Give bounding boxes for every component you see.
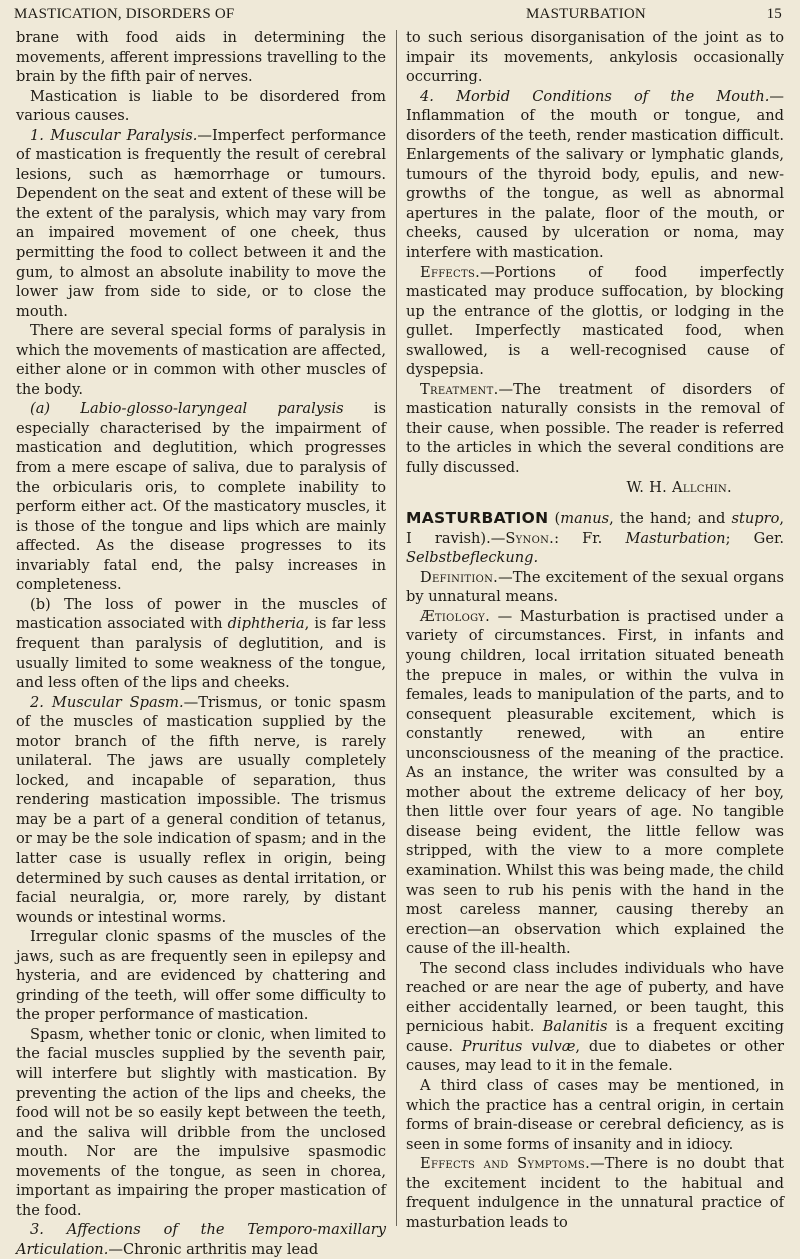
paragraph-text: —Chronic arthritis may lead [108,1240,319,1258]
page-number: 15 [766,6,782,22]
section-label: Definition. [420,568,499,586]
paragraph-text: , I ravish).— [406,510,784,547]
paragraph-text: —Trismus, or tonic spasm of the muscles of mastication supplied by the motor branch of the fifth nerve, is rarely unilateral. The jaws are usually completely locked, and incapable of separation, thus rendering mastication impossible. The trismus may be a part of a general condition of tetanus, or may be the sole indication of spasm; and in the latter case is usually reflex in origin, being determined by such causes as dental irritation, or facial neuralgia, or, more rarely, by distant wounds or intestinal worms. [16,693,386,926]
section-label: Ætiology. [420,607,491,625]
paragraph-third-class [406,1076,784,1154]
running-head-right: MASTURBATION [526,6,646,22]
paragraph-text: —Portions of food imperfectly masticated may produce suffocation, by blocking up the entrance of the glottis, or lodging in the gullet. Imperfectly masticated food, when swallowed, is a well-recognised cause of dyspepsia. [406,263,784,379]
paragraph-text: Irregular clonic spasms of the muscles of the jaws, such as are frequently seen in epilepsy and hysteria, and are evidenced by chattering and grinding of the teeth, will offer some difficulty to the proper performance of mastication. [16,928,386,1024]
emphasis: Masturbation [625,529,726,547]
paragraph-text: brane with food aids in determining the movements, afferent impressions travelling to the brain by the fifth pair of nerves. [16,29,386,86]
paragraph-text: — Masturbation is practised under a variety of circumstances. First, in infants and young children, local irritation situated beneath the prepuce in males, or within the vulva in females, leads to manipulation of the parts, and to consequent pleasurable excitement, which is constantly renewed, with an entire unconsciousness of the meaning of the practice. As an instance, the writer was consulted by a mother about the extreme delicacy of her boy, then little over four years of age. No tangible disease being evident, the little fellow was stripped, with the view to a more complete examination. Whilst this was being made, the child was seen to rub his penis with the hand in the most careless manner, causing thereby an erection—an observation which explained the cause of the ill-health. [406,607,784,958]
paragraph-text: ; Ger. [725,529,784,547]
running-header [14,6,786,28]
column-divider [396,30,397,1226]
paragraph-temporo-maxillary [16,1220,386,1259]
paragraph-text: —The treatment of disorders of mastication naturally consists in the removal of their cause, when possible. The reader is referred to the articles in which the several conditions are fully discussed. [406,380,784,477]
paragraph-text: , the hand; and [609,510,732,528]
paragraph-muscular-paralysis [16,126,386,321]
paragraph-text: , due to diabetes or other causes, may lead to it in the female. [406,1037,784,1075]
signature-text: W. H. Allchin. [626,478,732,496]
emphasis: Selbstbefleckung. [406,549,539,567]
paragraph-text: A third class of cases may be mentioned, in which the practice has a central origin, in certain forms of brain-disease or cerebral deficiency, as is seen in some forms of insanity and in idiocy. [406,1076,784,1153]
paragraph [16,321,386,399]
right-column [406,28,784,1232]
section-label: Effects and Symptoms. [420,1155,591,1173]
paragraph [16,28,386,87]
section-label: Treatment. [420,380,499,398]
paragraph-text: There are several special forms of paralysis in which the movements of mastication are affected, either alone or in common with other muscles of the body. [16,322,386,398]
paragraph-text: The second class includes individuals who have reached or are near the age of puberty, and have either accidentally learned, or been taught, this pernicious habit. [406,959,784,1036]
subheading: 4. Morbid Conditions of the Mouth. [420,87,770,105]
subheading: 2. Muscular Spasm. [30,693,184,711]
emphasis: diphtheria [227,615,305,633]
subheading: 3. Affections of the Temporo-maxillary Articulation. [16,1221,386,1258]
emphasis: Balanitis [542,1018,608,1036]
paragraph-text: : Fr. [554,529,626,547]
emphasis: Pruritus vulvæ [461,1037,576,1055]
paragraph-labio-glosso [16,399,386,594]
paragraph-text: Spasm, whether tonic or clonic, when limited to the facial muscles supplied by the seventh pair, will interfere but slightly with mastication. By preventing the action of the lips and cheeks, the food will not be so easily kept between the teeth, and the saliva will dribble from the unclosed mouth. Nor are the impulsive spasmodic movements of the tongue, as seen in chorea, important as impairing the proper mastication of the food. [16,1025,386,1219]
paragraph-diphtheria [16,595,386,693]
paragraph-effects-symptoms [406,1154,784,1232]
paragraph-text: ( [548,510,561,528]
entry-title: MASTURBATION [406,509,549,528]
paragraph [16,87,386,126]
paragraph [16,927,386,1025]
paragraph-text: —Inflammation of the mouth or tongue, and disorders of the teeth, render mastication difficult. Enlargements of the salivary or lymphatic glands, tumours of the thyroid body, epulis, and new-growths of the tongue, as well as abnormal apertures in the palate, floor of the mouth, or cheeks, caused by ulceration or noma, may interfere with mastication. [406,87,784,262]
paragraph-text: is a frequent exciting cause. [406,1018,784,1055]
paragraph-text: (b) The loss of power in the muscles of mastication associated with [16,595,386,633]
paragraph-muscular-spasm [16,693,386,928]
paragraph-text: Mastication is liable to be disordered from various causes. [16,87,386,125]
paragraph-text: , is far less frequent than paralysis of deglutition, and is usually limited to some weakness of the tongue, and less often of the lips and cheeks. [16,615,387,692]
emphasis: stupro [731,510,780,528]
paragraph-text: —Imperfect performance of mastication is frequently the result of cerebral lesions, such as hæmorrhage or tumours. Dependent on the seat and extent of these will be the extent of the paralysis, which may vary from an impaired movement of one cheek, thus permitting the food to collect between it and the gum, to almost an absolute inability to move the lower jaw from side to side, or to close the mouth. [16,126,386,320]
section-label: Effects. [420,263,481,281]
author-signature [406,478,784,498]
paragraph-aetiology [406,607,784,959]
paragraph [406,28,784,87]
paragraph-morbid-conditions [406,87,784,263]
paragraph-definition [406,568,784,607]
paragraph-text: —There is no doubt that the excitement incident to the habitual and frequent indulgence in the unnatural practice of masturbation leads to [406,1155,785,1231]
paragraph-effects [406,263,784,380]
paragraph-treatment [406,380,784,478]
subheading: (a) Labio-glosso-laryngeal paralysis [30,400,344,418]
paragraph-second-class [406,959,784,1076]
paragraph-text: is especially characterised by the impairment of mastication and deglutition, which progresses from a mere escape of saliva, due to paralysis of the orbicularis oris, to complete inability to perform either act. Of the masticatory muscles, it is those of the tongue and lips which are mainly affected. As the disease progresses to its invariably fatal end, the palsy increases in completeness. [16,400,387,594]
paragraph [16,1025,386,1220]
paragraph-text: to such serious disorganisation of the joint as to impair its movements, ankylosis occasionally occurring. [406,29,784,86]
paragraph-text: —The excitement of the sexual organs by unnatural means. [406,568,784,606]
section-label: Synon. [505,529,555,547]
emphasis: manus [560,510,610,528]
subheading: 1. Muscular Paralysis. [30,126,198,144]
left-column [16,28,386,1259]
entry-heading-paragraph [406,509,784,568]
running-head-left: MASTICATION, DISORDERS OF [14,6,235,22]
